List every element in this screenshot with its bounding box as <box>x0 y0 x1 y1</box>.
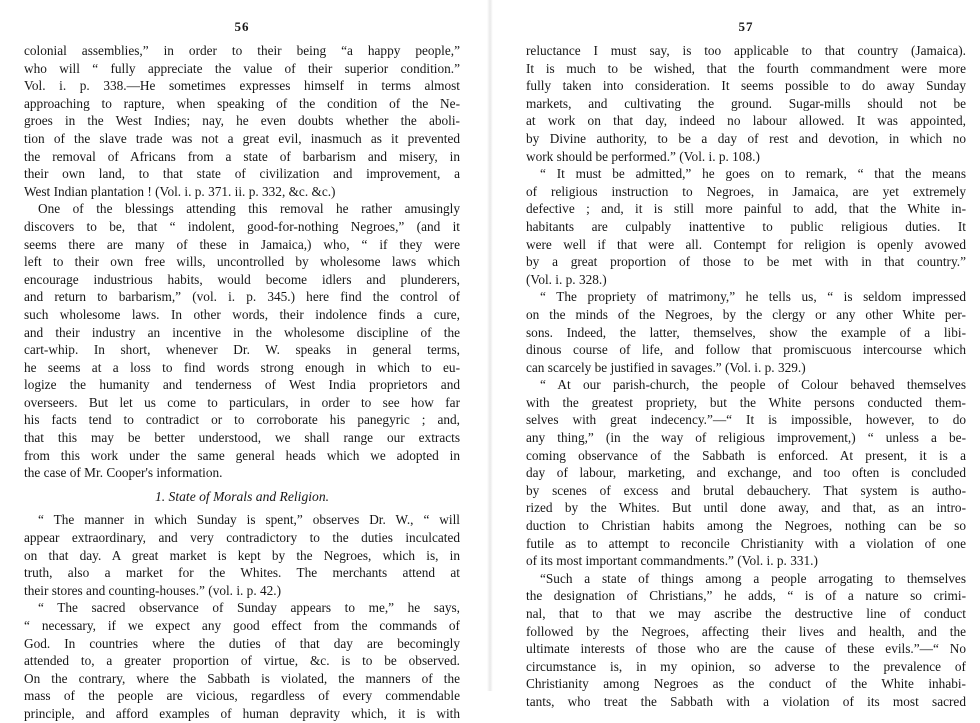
text-line: truth, also a market for the Whites. The merchants attend at <box>24 565 460 581</box>
text-line: work should be performed.” (Vol. i. p. 108.) <box>526 148 760 164</box>
section-heading: 1. State of Morals and Religion. <box>154 488 330 504</box>
text-line: day of labour, marketing, and exchange, and too often is concluded <box>526 465 966 481</box>
text-line: can scarcely be justified in savages.” (Vol. i. p. 329.) <box>526 359 806 375</box>
text-line: overseers. But let us come to particulars, in order to see how far <box>24 394 460 410</box>
text-line: he seems at a loss to find words strong enough in which to eu- <box>24 359 460 375</box>
text-line: of religious instruction to Negroes, in Jamaica, are yet extremely <box>526 183 966 199</box>
text-line: approaching to rapture, when speaking of the condition of the Ne- <box>24 95 460 111</box>
text-line: Vol. i. p. 338.—He sometimes expresses himself in terms almost <box>24 78 460 94</box>
text-line: from this work under the same general heads which we adopted in <box>24 447 460 463</box>
text-line: (Vol. i. p. 328.) <box>526 271 607 287</box>
text-line: their own land, to that state of civilization and improvement, a <box>24 166 460 182</box>
text-line: duction to Christian habits among the Negroes, nothing can be so <box>526 518 966 534</box>
left-page-body <box>24 42 460 723</box>
text-line: mass of the people are vicious, regardless of every commendable <box>24 688 460 704</box>
text-line: by Divine authority, to be a day of rest and devotion, in which no <box>526 130 966 146</box>
text-line: It is much to be wished, that the fourth commandment were more <box>526 60 966 76</box>
text-line: cart-whip. In short, whenever Dr. W. speaks in general terms, <box>24 342 460 358</box>
text-line: encourage industrious habits, would become idlers and plunderers, <box>24 271 460 287</box>
text-line: selves with great indecency.”—“ It is impossible, however, to do <box>526 412 966 428</box>
text-line: on that day. A great market is kept by the Negroes, which is, in <box>24 547 460 563</box>
text-line: the removal of Africans from a state of barbarism and misery, in <box>24 148 460 164</box>
text-line: on the minds of the Negroes, by the clergy or any other White per- <box>526 306 966 322</box>
text-line: Christianity among Negroes as the conduct of the White inhabi- <box>526 676 966 692</box>
text-line: One of the blessings attending this removal he rather amusingly <box>38 201 460 217</box>
text-line: that this may be better understood, we shall range our extracts <box>24 430 460 446</box>
text-line: futile as to attempt to reconcile Christianity with a violation of one <box>526 535 966 551</box>
text-line: principle, and afford examples of human depravity which, it is with <box>24 705 460 721</box>
text-line: nal, that to that we may ascribe the destructive line of conduct <box>526 606 966 621</box>
text-line: “ It must be admitted,” he goes on to remark, “ that the means <box>540 166 966 182</box>
text-line: any thing,” (in the way of religious improvement,) “ unless a be- <box>526 430 966 446</box>
text-line: and their industry an incentive in the wholesome discipline of the <box>24 324 460 340</box>
page-number-right: 57 <box>738 19 754 34</box>
text-line: the designation of Christians,” he adds, “ is of a nature so crimi- <box>526 588 966 604</box>
text-line: West Indian plantation ! (Vol. i. p. 371. ii. p. 332, &c. &c.) <box>24 183 336 199</box>
text-line: colonial assemblies,” in order to their being “a happy people,” <box>24 43 460 58</box>
text-line: logize the humanity and tenderness of West India proprietors and <box>24 377 460 393</box>
text-line: sons. Indeed, the latter, themselves, show the example of a libi- <box>526 324 966 340</box>
text-line: “ At our parish-church, the people of Colour behaved themselves <box>540 377 966 393</box>
text-line: were well if that were all. Contempt for religion is openly avowed <box>526 236 966 252</box>
text-line: followed by the Negroes, affecting their lives and health, and the <box>526 623 966 639</box>
text-line: of its most important commandments.” (Vol. i. p. 331.) <box>526 553 818 569</box>
text-line: by scenes of excess and brutal debauchery. That system is autho- <box>526 482 966 498</box>
text-line: his facts tend to contradict or to corroborate his panegyric ; and, <box>24 412 460 428</box>
text-line: discovers to be, that “ indolent, good-for-nothing Negroes,” (and it <box>24 218 460 234</box>
text-line: ultimate interests of those who are the cause of these evils.”—“ No <box>526 641 966 657</box>
text-line: “ The sacred observance of Sunday appears to me,” he says, <box>38 600 460 616</box>
text-line: coming observance of the Sabbath is enforced. At present, it is a <box>526 447 966 463</box>
text-line: fully taken into consideration. It seems possible to do away Sunday <box>526 78 966 94</box>
text-line: tion of the slave trade was not a great evil, inasmuch as it prevented <box>24 130 460 146</box>
text-line: and return to barbarism,” (vol. i. p. 345.) here find the control of <box>24 289 460 305</box>
text-line: markets, and cultivating the ground. Sugar-mills should not be <box>526 95 966 111</box>
text-line: defective ; and, it is still more painful to add, that the White in- <box>526 201 966 217</box>
text-line: “ necessary, if we expect any good effect from the commands of <box>24 618 460 633</box>
text-line: left to their own free wills, uncontrolled by wholesome laws which <box>24 254 460 270</box>
text-line: by a great proportion of those to be met with in that country.” <box>526 254 966 270</box>
text-line: “ The manner in which Sunday is spent,” observes Dr. W., “ will <box>38 512 460 528</box>
text-line: attended to, a greater proportion of virtue, &c. is to be observed. <box>24 653 460 669</box>
right-page <box>490 0 980 709</box>
text-line: “Such a state of things among a people arrogating to themselves <box>540 570 966 586</box>
text-line: tants, who treat the Sabbath with a violation of its most sacred <box>526 693 966 709</box>
page-number-left: 56 <box>234 19 250 34</box>
text-line: groes in the West Indies; nay, he even doubts whether the aboli- <box>24 113 460 129</box>
text-line: appear extraordinary, and very contradictory to the duties inculcated <box>24 530 460 546</box>
text-line: reluctance I must say, is too applicable to that country (Jamaica). <box>526 43 966 58</box>
text-line: dinous course of life, and follow that promiscuous intercourse which <box>526 342 966 358</box>
text-line: habitants are culpably inattentive to public religious duties. It <box>526 218 966 234</box>
text-line: God. In countries where the duties of that day are becomingly <box>24 635 460 651</box>
text-line: at work on that day, indeed no labour allowed. It was appointed, <box>526 113 966 129</box>
text-line: their stores and counting-houses.” (vol. i. p. 42.) <box>24 582 282 598</box>
text-line: such wholesome laws. In other words, their indolence finds a cure, <box>24 306 460 322</box>
text-line: “ The propriety of matrimony,” he tells us, “ is seldom impressed <box>540 289 966 305</box>
text-line: rized by the Whites. But until done away, and that, as an intro- <box>526 500 966 516</box>
text-line: who will “ fully appreciate the value of their superior condition.” <box>24 60 460 76</box>
text-line: with the greatest propriety, but the White persons conducted them- <box>526 394 966 410</box>
text-line: the case of Mr. Cooper's information. <box>24 465 223 481</box>
right-page-body <box>526 42 966 711</box>
text-line: circumstance is, in my opinion, so adverse to the prevalence of <box>526 658 966 674</box>
text-line: On the contrary, where the Sabbath is violated, the manners of the <box>24 670 460 686</box>
left-page <box>0 0 490 721</box>
text-line: seems there are many of these in Jamaica,) who, “ if they were <box>24 236 460 252</box>
